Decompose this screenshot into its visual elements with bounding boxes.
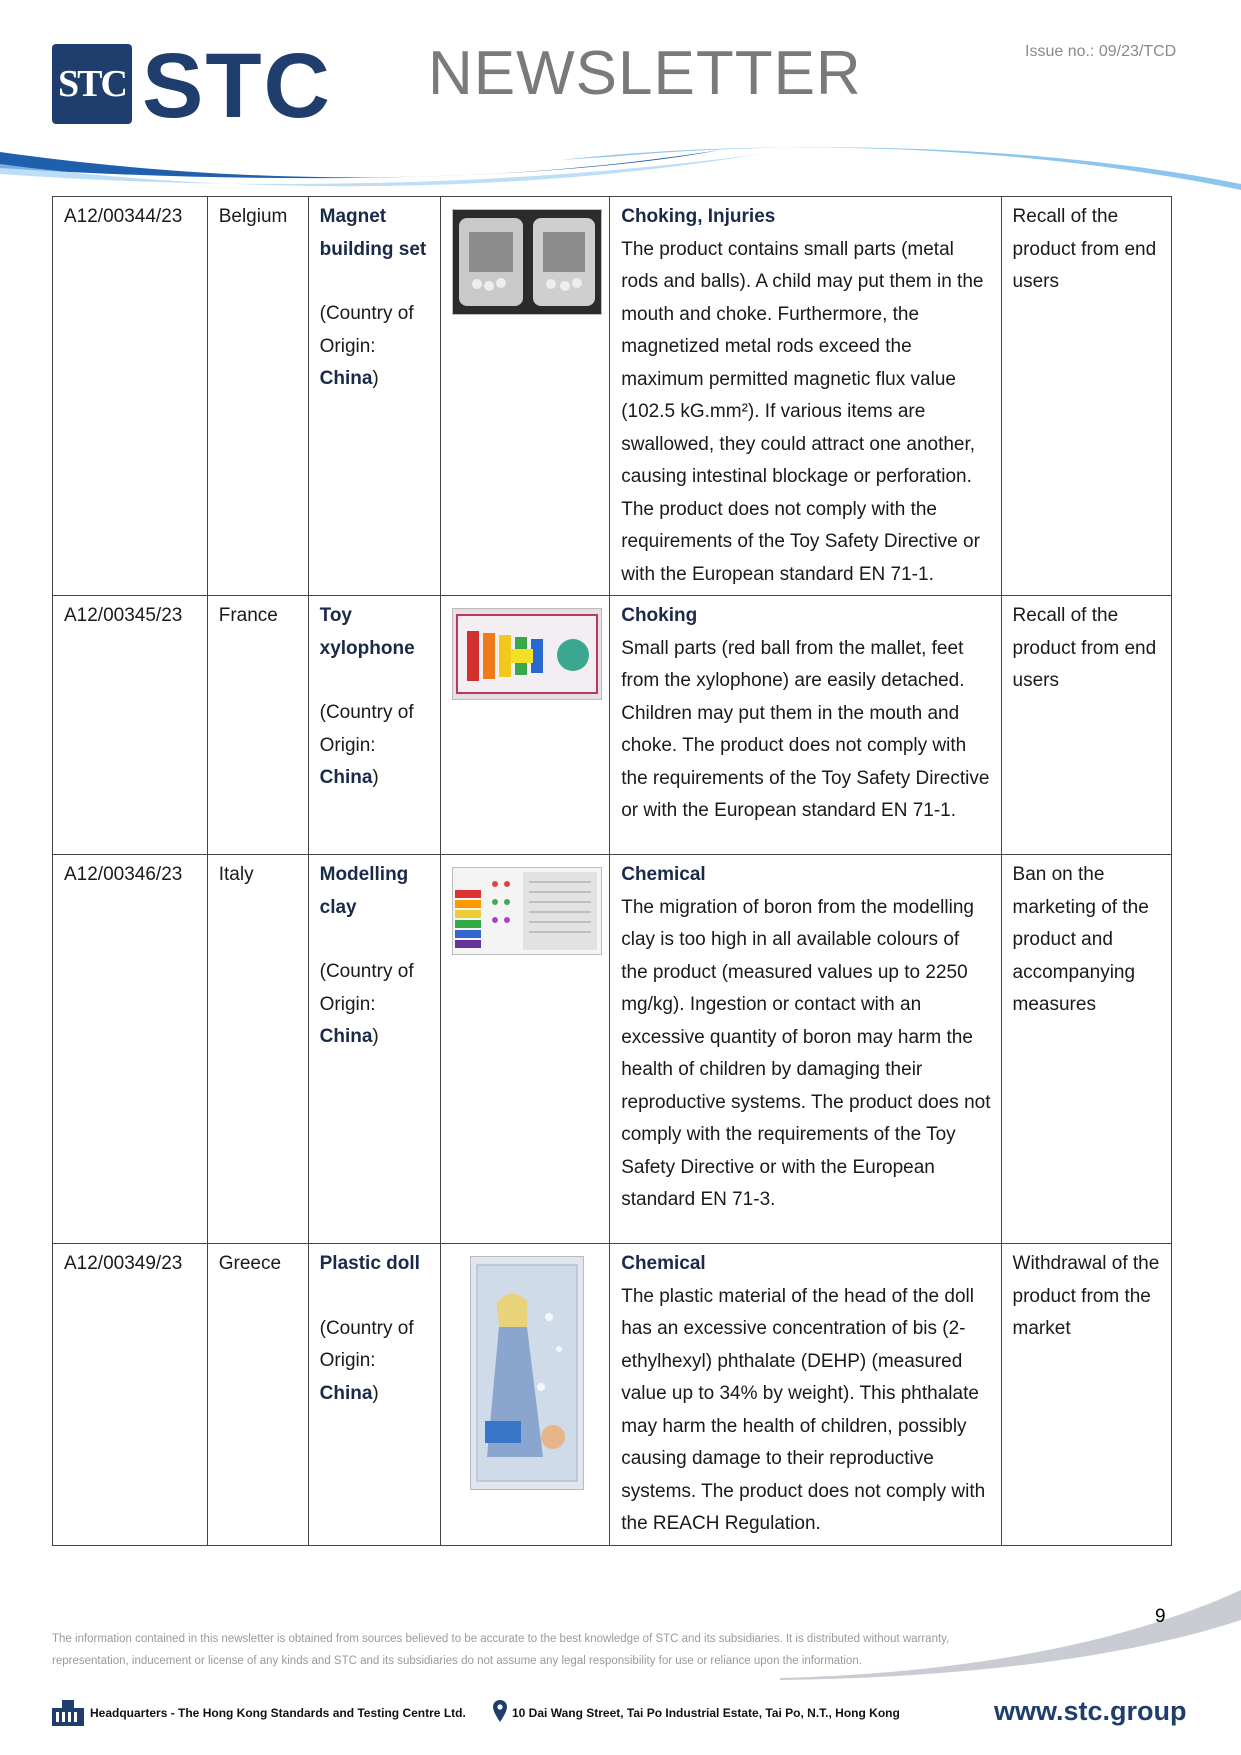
issue-number: Issue no.: 09/23/TCD — [1025, 43, 1177, 60]
image-cell — [440, 855, 609, 1244]
origin-close: ) — [372, 1026, 379, 1047]
building-icon — [50, 1700, 86, 1726]
origin-label: (Country of Origin: — [319, 1317, 414, 1371]
origin-label: (Country of Origin: — [319, 961, 414, 1015]
recall-table — [52, 196, 1172, 1546]
magnet-set-image — [452, 209, 602, 315]
table-row — [53, 197, 1172, 596]
address-text: 10 Dai Wang Street, Tai Po Industrial Estate, Tai Po, N.T., Hong Kong — [512, 1706, 900, 1720]
logo-mark-text: STC — [58, 63, 126, 105]
country-cell: Belgium — [207, 197, 308, 596]
logo-wordmark: STC — [142, 35, 332, 137]
origin-country: China — [319, 1026, 373, 1047]
image-cell — [440, 1244, 609, 1546]
stc-logo — [52, 35, 352, 137]
hazard-cell — [610, 596, 1001, 855]
hazard-cell — [610, 855, 1001, 1244]
reference-cell: A12/00345/23 — [53, 596, 208, 855]
product-cell — [308, 197, 440, 596]
table-row — [53, 1244, 1172, 1546]
product-cell — [308, 855, 440, 1244]
stc-logo-mark — [52, 44, 132, 124]
hazard-description: The migration of boron from the modelling clay is too high in all available colours of the product (measured values up to 2250 mg/kg). Ingestion or contact with an excessive quantity of boron may harm the health of children by damaging their reproductive systems. The product does not comply with the requirements of the Toy Safety Directive or with the European standard EN 71-3. — [621, 896, 991, 1210]
hazard-cell — [610, 1244, 1001, 1546]
page-number: 9 — [1155, 1606, 1166, 1627]
reference-cell: A12/00344/23 — [53, 197, 208, 596]
disclaimer: The information contained in this newsletter is obtained from sources believed to be accurate to the best knowledge of STC and its subsidiaries. It is distributed without warranty, representation, inducement or license of any kinds and STC and its subsidiaries do not assume any legal responsibility for use or reliance upon the information. — [52, 1633, 950, 1667]
hazard-type: Chemical — [621, 864, 706, 885]
hazard-description: Small parts (red ball from the mallet, feet from the xylophone) are easily detached. Children may put them in the mouth and choke. The product does not comply with the requirements of the Toy Safety Directive or with the European standard EN 71-1. — [621, 637, 990, 821]
origin-country: China — [319, 767, 373, 788]
reference-cell: A12/00349/23 — [53, 1244, 208, 1546]
product-name: Modelling clay — [319, 864, 409, 918]
header-swoosh-graphic — [0, 140, 1241, 200]
origin-close: ) — [372, 1382, 379, 1404]
hazard-type: Chemical — [621, 1253, 706, 1274]
image-cell — [440, 596, 609, 855]
product-cell — [308, 1244, 440, 1546]
origin-label: (Country of Origin: — [319, 303, 414, 357]
measure-cell: Withdrawal of the product from the market — [1001, 1244, 1171, 1546]
image-cell — [440, 197, 609, 596]
hazard-cell — [610, 197, 1001, 596]
product-name: Plastic doll — [319, 1253, 420, 1274]
country-cell: France — [207, 596, 308, 855]
newsletter-title: NEWSLETTER — [428, 39, 862, 108]
hazard-type: Choking, Injuries — [621, 206, 776, 227]
product-cell — [308, 596, 440, 855]
product-name: Toy xylophone — [319, 605, 415, 659]
country-cell: Greece — [207, 1244, 308, 1546]
origin-close: ) — [372, 368, 379, 389]
website-link[interactable]: www.stc.group — [994, 1696, 1187, 1726]
reference-cell: A12/00346/23 — [53, 855, 208, 1244]
table-row — [53, 596, 1172, 855]
xylophone-image — [452, 608, 602, 700]
origin-country: China — [319, 368, 373, 389]
measure-cell: Recall of the product from end users — [1001, 596, 1171, 855]
hazard-description: The plastic material of the head of the doll has an excessive concentration of bis (2-ethylhexyl) phthalate (DEHP) (measured value up to 34% by weight). This phthalate may harm the health of children, possibly causing damage to their reproductive systems. The product does not comply with the REACH Regulation. — [621, 1285, 986, 1534]
country-cell: Italy — [207, 855, 308, 1244]
origin-close: ) — [372, 767, 379, 788]
table-row — [53, 855, 1172, 1244]
modelling-clay-image — [452, 867, 602, 955]
product-name: Magnet building set — [319, 206, 427, 260]
headquarters-text: Headquarters - The Hong Kong Standards and Testing Centre Ltd. — [90, 1706, 466, 1720]
plastic-doll-image — [470, 1256, 584, 1490]
hazard-type: Choking — [621, 605, 698, 626]
measure-cell: Ban on the marketing of the product and accompanying measures — [1001, 855, 1171, 1244]
measure-cell: Recall of the product from end users — [1001, 197, 1171, 596]
location-pin-icon — [493, 1700, 507, 1722]
footer — [50, 1698, 1190, 1730]
origin-country: China — [319, 1382, 373, 1404]
hazard-description: The product contains small parts (metal rods and balls). A child may put them in the mouth and choke. Furthermore, the magnetized metal rods exceed the maximum permitted magnetic flux value (102.5 kG.mm²). If various items are swallowed, they could attract one another, causing intestinal blockage or perforation. The product does not comply with the requirements of the Toy Safety Directive or with the European standard EN 71-1. — [621, 238, 984, 585]
origin-label: (Country of Origin: — [319, 702, 414, 756]
